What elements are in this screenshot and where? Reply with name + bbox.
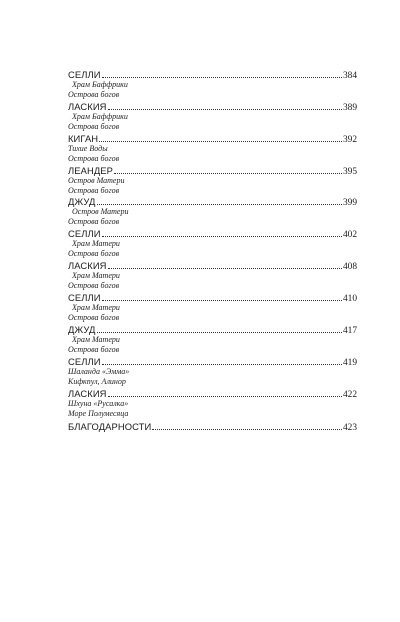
dot-leader (102, 364, 342, 365)
toc-entry (68, 292, 357, 324)
toc-entry (68, 324, 357, 356)
chapter-title: ЛАСКИЯ (68, 101, 107, 112)
toc-entry-heading (68, 388, 357, 399)
page-number: 399 (342, 198, 357, 208)
chapter-region: Острова богов (68, 217, 120, 226)
chapter-region: Острова богов (68, 154, 120, 163)
chapter-location: Храм Матери (72, 271, 120, 280)
toc-entry (68, 421, 357, 433)
toc-entry-heading (68, 196, 357, 207)
dot-leader (97, 204, 342, 205)
chapter-location: Остров Матери (72, 207, 129, 216)
chapter-title: СЕЛЛИ (68, 356, 101, 367)
toc-entry-heading (68, 324, 357, 335)
chapter-location: Тихие Воды (68, 144, 108, 153)
toc-entry (68, 165, 357, 196)
chapter-region: Острова богов (68, 281, 120, 290)
chapter-location: Храм Матери (72, 335, 120, 344)
dot-leader (114, 173, 342, 174)
toc-entry (68, 196, 357, 228)
dot-leader (99, 141, 342, 142)
toc-entry (68, 388, 357, 421)
toc-entry (68, 260, 357, 292)
chapter-region: Море Полумесяца (68, 409, 129, 418)
page-number: 402 (342, 230, 357, 240)
chapter-title: ДЖУД (68, 196, 96, 207)
chapter-region: Кифкпул, Алинор (68, 377, 126, 386)
page-number: 389 (342, 103, 357, 113)
dot-leader (108, 396, 342, 397)
chapter-title: ЛЕАНДЕР (68, 165, 113, 176)
page-number: 423 (342, 423, 357, 433)
toc-entry (68, 356, 357, 388)
chapter-location: Храм Баффрики (72, 112, 128, 121)
toc-entry-heading (68, 356, 357, 367)
toc-entry-heading (68, 292, 357, 303)
chapter-region: Острова богов (68, 90, 120, 99)
chapter-location: Шаланда «Эмма» (68, 367, 130, 376)
page-number: 410 (342, 294, 357, 304)
chapter-region: Острова богов (68, 122, 120, 131)
page-number: 408 (342, 262, 357, 272)
chapter-title: КИГАН (68, 133, 99, 144)
dot-leader (97, 332, 342, 333)
dot-leader (152, 429, 342, 430)
chapter-region: Острова богов (68, 345, 120, 354)
chapter-title: БЛАГОДАРНОСТИ (68, 421, 152, 432)
chapter-location: Храм Матери (72, 303, 120, 312)
chapter-location: Храм Баффрики (72, 80, 128, 89)
chapter-title: ДЖУД (68, 324, 96, 335)
chapter-title: ЛАСКИЯ (68, 388, 107, 399)
dot-leader (102, 236, 342, 237)
toc-entry (68, 133, 357, 165)
chapter-region: Острова богов (68, 313, 120, 322)
chapter-region: Острова богов (68, 249, 120, 258)
page-number: 417 (342, 326, 357, 336)
dot-leader (108, 268, 342, 269)
page-number: 392 (342, 135, 357, 145)
toc-entry (68, 228, 357, 260)
toc-entry (68, 101, 357, 133)
page-number: 422 (342, 390, 357, 400)
toc-entry (68, 69, 357, 101)
chapter-title: СЕЛЛИ (68, 228, 101, 239)
toc-entry-heading (68, 260, 357, 271)
chapter-title: СЕЛЛИ (68, 69, 101, 80)
toc-entry-heading (68, 69, 357, 80)
toc-entry-heading (68, 133, 357, 144)
page-number: 395 (342, 167, 357, 177)
chapter-title: ЛАСКИЯ (68, 260, 107, 271)
toc-entry-heading (68, 101, 357, 112)
chapter-region: Острова богов (68, 186, 120, 195)
page-number: 384 (342, 71, 357, 81)
toc-entry-heading (68, 165, 357, 176)
toc-entry-heading (68, 421, 357, 432)
chapter-location: Храм Матери (72, 239, 120, 248)
chapter-title: СЕЛЛИ (68, 292, 101, 303)
dot-leader (102, 77, 342, 78)
page-number: 419 (342, 358, 357, 368)
toc-entry-heading (68, 228, 357, 239)
chapter-location: Шхуна «Русалка» (68, 399, 129, 408)
chapter-location: Остров Матери (68, 176, 125, 185)
table-of-contents (68, 69, 357, 433)
dot-leader (102, 300, 342, 301)
dot-leader (108, 109, 342, 110)
